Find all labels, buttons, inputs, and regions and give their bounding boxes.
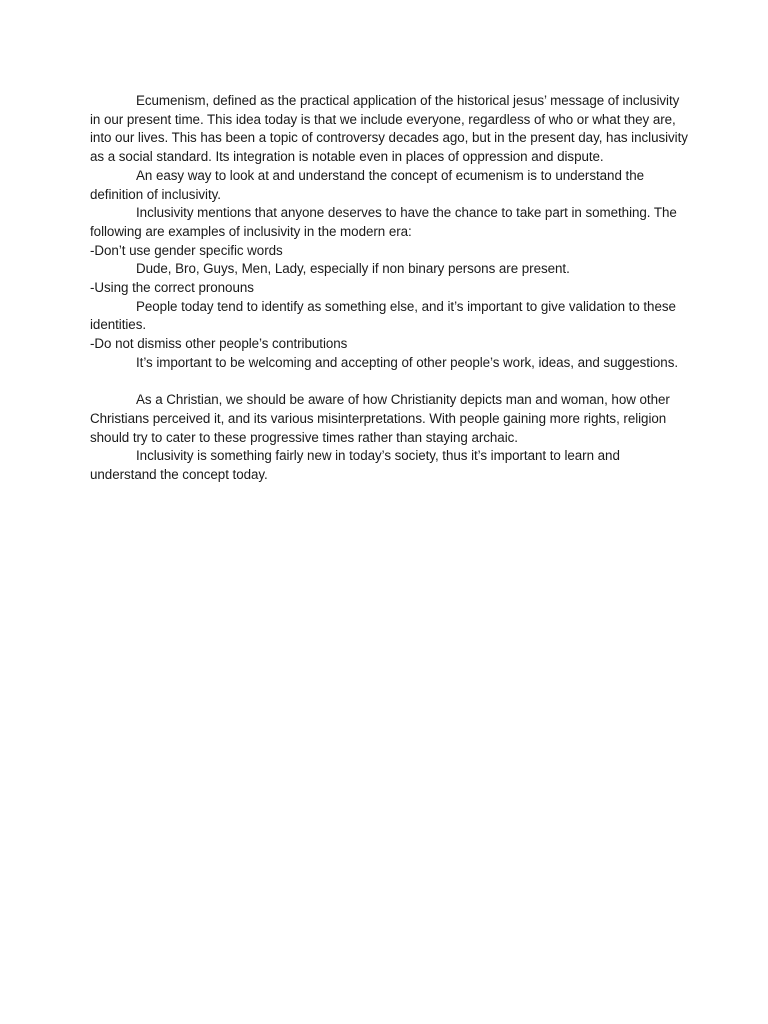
list-detail-contributions: It’s important to be welcoming and accepting of other people’s work, ideas, and suggestions. (136, 354, 679, 370)
paragraph-christian-view: As a Christian, we should be aware of how Christianity depicts man and woman, how other Christians perceived it, and its various misinterpretations. With people gaining more rights, religion should try to cater to these progressive times rather than staying archaic. (90, 392, 670, 445)
paragraph-ecumenism-definition: Ecumenism, defined as the practical application of the historical jesus’ message of inclusivity in our present time. This idea today is that we include everyone, regardless of who or what they are, into our lives. This has been a topic of controversy decades ago, but in the present day, has inclusivity as a social standard. Its integration is notable even in places of oppression and dispute. (90, 93, 688, 165)
paragraph-inclusivity-definition: Inclusivity mentions that anyone deserves to have the chance to take part in something. The following are examples of inclusivity in the modern era: (90, 205, 677, 239)
list-detail-pronouns: People today tend to identify as something else, and it’s important to give validation to these identities. (90, 298, 676, 333)
document-body (90, 92, 690, 485)
list-item-pronouns: -Using the correct pronouns (90, 280, 254, 296)
list-item-gender-words: -Don’t use gender specific words (90, 242, 283, 258)
paragraph-conclusion: Inclusivity is something fairly new in today’s society, thus it’s important to learn and understand the concept today. (90, 448, 620, 483)
paragraph-understanding-ecumenism: An easy way to look at and understand the concept of ecumenism is to understand the definition of inclusivity. (90, 167, 644, 202)
list-item-contributions: -Do not dismiss other people’s contributions (90, 336, 348, 352)
list-detail-gender-words: Dude, Bro, Guys, Men, Lady, especially if non binary persons are present. (136, 261, 570, 277)
blank-line (90, 373, 690, 392)
